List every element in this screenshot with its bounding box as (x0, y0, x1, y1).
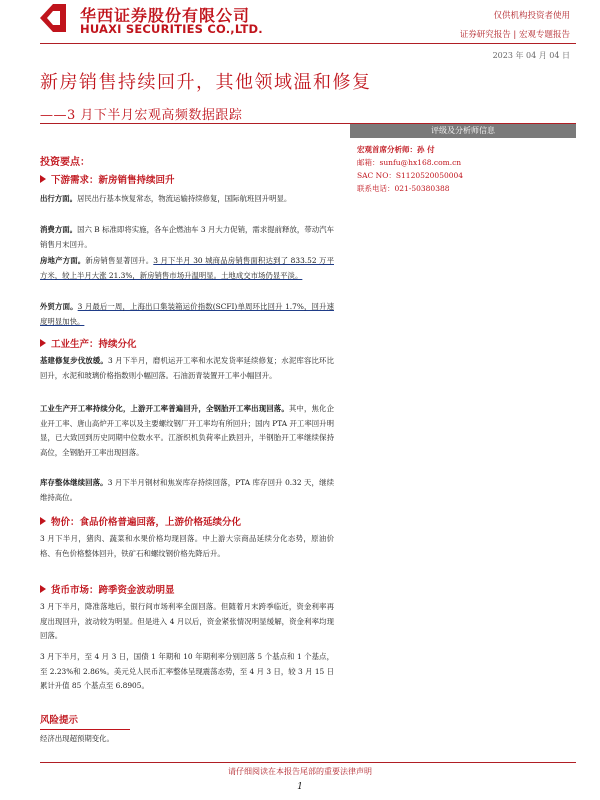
audience-tag: 仅供机构投资者使用 (493, 11, 570, 21)
paragraph-trade: 外贸方面。3 月最后一周，上海出口集装箱运价指数(SCFI)单周环比回升 1.7%，回升速度明显加快。 (40, 302, 334, 326)
risk-underline (40, 729, 130, 730)
paragraph-real-estate: 房地产方面。新房销售显著回升。3 月下半月 30 城商品房销售面积达到了 833.52 万平方米，较上半月大涨 21.3%，新房销售市场升温明显。土地成交市场仍显平淡。 (40, 256, 334, 280)
triangle-bullet-icon (40, 585, 46, 593)
risk-heading: 风险提示 (40, 715, 79, 726)
section-heading-money-market: 货币市场：跨季资金波动明显 (40, 582, 175, 596)
analyst-info-heading: 评级及分析师信息 (350, 124, 576, 138)
paragraph-travel: 出行方面。居民出行基本恢复常态，物流运输持续修复，国际航班回升明显。 (40, 194, 292, 203)
triangle-bullet-icon (40, 517, 46, 525)
analyst-phone: 联系电话：021-50380388 (357, 184, 450, 193)
section-heading-industry: 工业生产：持续分化 (40, 336, 137, 350)
analyst-sac-no: SAC NO：S1120520050004 (357, 171, 464, 180)
brand-name-cn: 华西证券股份有限公司 (80, 6, 251, 25)
header-divider (40, 43, 576, 44)
report-title: 新房销售持续回升，其他领域温和修复 (40, 72, 372, 93)
paragraph-prices: 3 月下半月，猪肉、蔬菜和水果价格均现回落。中上游大宗商品延续分化态势，原油价格、有色价格整体回升，铁矿石和螺纹钢价格先降后升。 (40, 534, 334, 558)
huaxi-logo-icon (40, 4, 66, 32)
footer-divider (40, 762, 576, 763)
risk-text: 经济出现超预期变化。 (40, 734, 114, 743)
paragraph-industrial-output: 工业生产开工率持续分化，上游开工率普遍回升，全钢胎开工率出现回落。其中，焦化企业开工率、唐山高炉开工率以及主要螺纹钢厂开工率均有所回升；国内 PTA 开工率回升明显，已大致回到历史同期中位数水平。江浙织机负荷率止跌回升，半钢胎开工率继续保持高位，全钢胎开工率出现回落。 (40, 404, 334, 457)
report-date: 2023 年 04 月 04 日 (492, 51, 570, 60)
report-type-tag: 证券研究报告 | 宏观专题报告 (459, 30, 570, 40)
legal-notice: 请仔细阅读在本报告尾部的重要法律声明 (228, 767, 372, 776)
page-number: 1 (297, 782, 303, 792)
paragraph-infrastructure: 基建修复步伐放缓。3 月下半月，磨机运开工率和水泥发货率延续修复；水泥库容比环比回升，水泥和玻璃价格指数则小幅回落。石油沥青装置开工率小幅回升。 (40, 356, 334, 380)
section-heading-prices: 物价：食品价格普遍回落，上游价格延续分化 (40, 514, 241, 528)
paragraph-money-market: 3 月下半月，降准落地后，银行间市场利率全面回落。但随着月末跨季临近，资金利率再度出现回升，波动较为明显。但是进入 4 月以后，资金紧张情况明显缓解，资金利率均现回落。 (40, 602, 334, 640)
section-heading-demand: 下游需求：新房销售持续回升 (40, 172, 175, 186)
investment-points-heading: 投资要点： (40, 157, 90, 168)
triangle-bullet-icon (40, 175, 46, 183)
brand-name-en: HUAXI SECURITIES CO.,LTD. (80, 22, 263, 36)
analyst-name: 宏观首席分析师：孙 付 (357, 145, 435, 154)
paragraph-rates-fx: 3 月下半月，至 4 月 3 日，国债 1 年期和 10 年期利率分别回落 5 个基点和 1 个基点，至 2.23%和 2.86%。美元兑人民币汇率整体呈现震荡态势，至 4 月 3 日，较 3 月 15 日累计升值 85 个基点至 6.8905。 (40, 652, 334, 690)
paragraph-consumption: 消费方面。国六 B 标准即将实施，各车企燃油车 3 月大力促销，需求提前释放，带动汽车销售月末回升。 (40, 225, 334, 249)
analyst-email[interactable]: 邮箱：sunfu@hx168.com.cn (357, 158, 462, 167)
report-subtitle: ——3 月下半月宏观高频数据跟踪 (40, 108, 243, 123)
triangle-bullet-icon (40, 339, 46, 347)
paragraph-inventory: 库存整体继续回落。3 月下半月钢材和焦炭库存持续回落，PTA 库存回升 0.32 天，继续维持高位。 (40, 478, 334, 502)
